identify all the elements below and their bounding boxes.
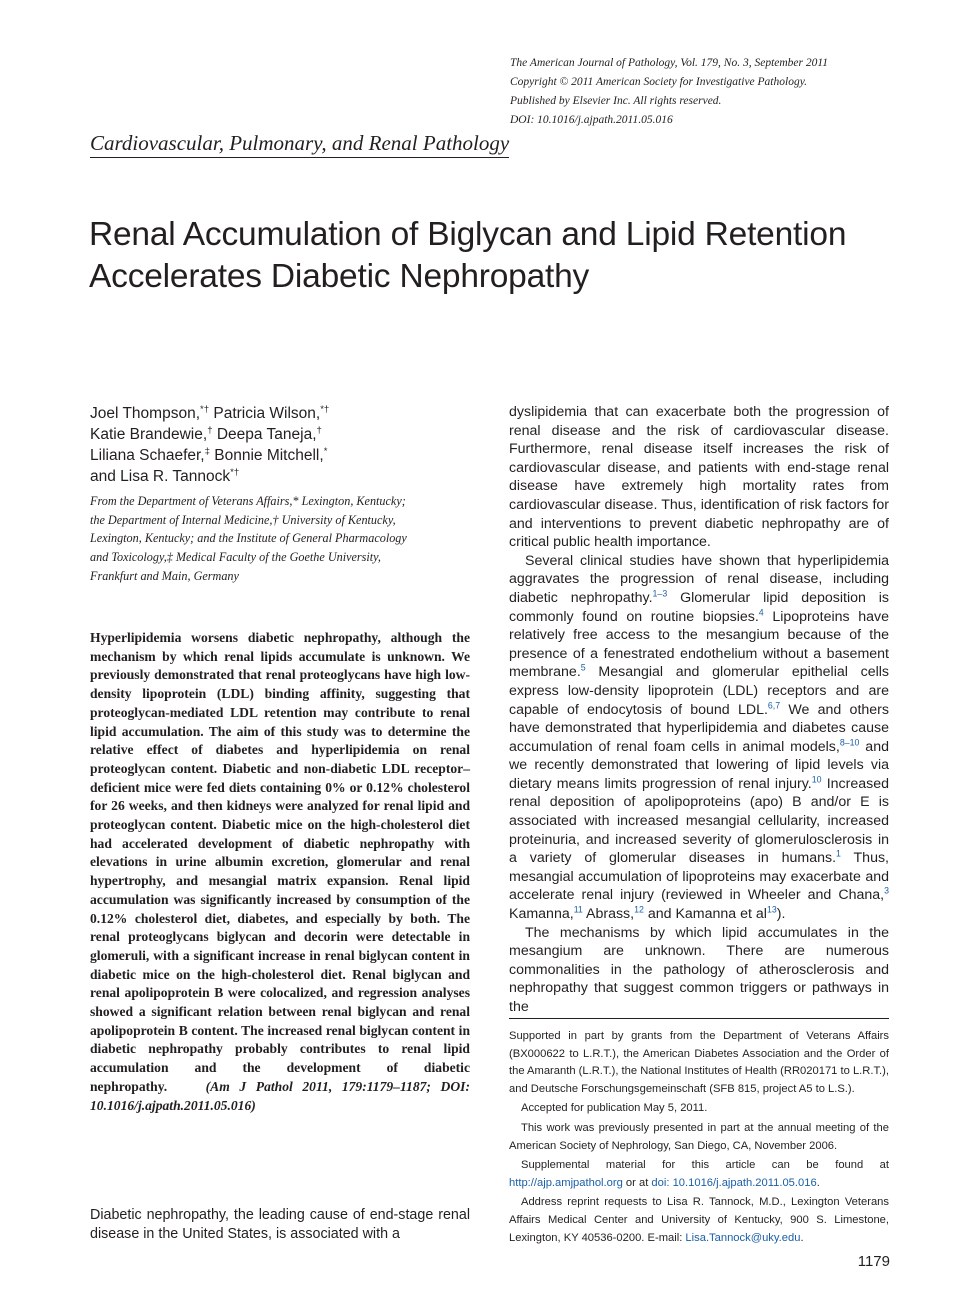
author-name: Joel Thompson, [90,405,200,422]
page-number: 1179 [857,1253,890,1270]
doi-link[interactable]: doi: 10.1016/j.ajpath.2011.05.016 [651,1176,817,1189]
reference-link[interactable]: 6,7 [767,699,781,710]
affiliation-line: Lexington, Kentucky; and the Institute of General Pharmacology [90,531,407,546]
author-affiliation-mark: * [323,445,328,457]
reference-link[interactable]: 8–10 [839,736,860,747]
author-affiliation-mark: ‡ [204,445,210,457]
note-text: . [800,1231,804,1244]
intro-paragraph: Diabetic nephropathy, the leading cause of end-stage renal disease in the United States, is associated with a [90,1207,470,1242]
body-text: ). [776,906,786,923]
funding-note: Supported in part by grants from the Department of Veterans Affairs (BX000622 to L.R.T.), the American Diabetes Association and the Order of the Amaranth (L.R.T.), the National Institutes of Health (RR020171 to L.R.T.), and Deutsche Forschungsgemeinschaft (SFB 815, project A5 to L.S.). [509,1030,889,1095]
reference-link[interactable]: 4 [758,606,764,617]
reference-link[interactable]: 5 [580,662,586,673]
body-text: We and others have demonstrated that hyperlipidemia and diabetes cause accumulation of renal foam cells in animal models, [509,701,889,755]
body-text: Increased renal deposition of apolipoproteins (apo) B and/or E is associated with increased mesangial cellularity, increased proteinuria, and increased severity of glomerulosclerosis in a variety of glomerular diseases in humans. [509,775,889,867]
body-text: Mesangial and glomerular epithelial cells express low-density lipoprotein (LDL) receptors and are capable of endocytosis of bound LDL. [509,664,889,718]
reference-link[interactable]: 13 [766,904,777,915]
body-text: and Kamanna et al [643,906,767,923]
affiliations [90,492,475,586]
footnote-divider [509,1018,889,1019]
presentation-note: This work was previously presented in part at the annual meeting of the American Society of Nephrology, San Diego, CA, November 2006. [509,1121,889,1152]
reference-link[interactable]: 12 [634,904,644,915]
journal-info [510,54,910,130]
supplemental-note [509,1157,889,1192]
body-text: Glomerular lipid deposition is commonly found on routine biopsies. [509,589,889,625]
author-name: Katie Brandewie, [90,426,208,443]
abstract-citation: (Am J Pathol 2011, 179:1179–1187; DOI: 10.1016/j.ajpath.2011.05.016) [90,1078,470,1113]
author-name: Liliana Schaefer, [90,447,205,464]
article-title: Renal Accumulation of Biglycan and Lipid Retention Accelerates Diabetic Nephropathy [89,216,847,295]
right-column [509,403,889,1017]
body-paragraph: The mechanisms by which lipid accumulates in the mesangium are unknown. There are numerous commonalities in the pathology of atherosclerosis and nephropathy that suggest common triggers or pathways in the [509,924,889,1015]
body-text: Several clinical studies have shown that hyperlipidemia aggravates the progression of renal disease, including diabetic nephropathy. [509,552,889,606]
affiliation-line: Frankfurt and Main, Germany [90,568,239,583]
author-name: Deepa Taneja, [212,426,317,443]
reference-link[interactable]: 10 [811,774,822,785]
supplemental-link[interactable]: http://ajp.amjpathol.org [509,1176,623,1189]
affiliation-line: and Toxicology,‡ Medical Faculty of the Goethe University, [90,550,381,565]
body-text: Lipoproteins have relatively free access to the mesangium because of the presence of a fenestrated endothelium without a basement membrane. [509,608,890,681]
reference-link[interactable]: 11 [573,904,583,915]
affiliation-line: From the Department of Veterans Affairs,* Lexington, Kentucky; [90,494,406,508]
author-list [90,403,470,487]
affiliation-line: the Department of Internal Medicine,† University of Kentucky, [90,512,396,527]
author-name: Patricia Wilson, [209,405,321,422]
doi: DOI: 10.1016/j.ajpath.2011.05.016 [510,114,673,126]
body-text: Thus, mesangial accumulation of lipoproteins may exacerbate and accelerate renal injury (reviewed in Wheeler and Chana, [509,850,890,904]
footnotes [509,1028,889,1249]
journal-citation: The American Journal of Pathology, Vol. 179, No. 3, September 2011 [510,57,829,69]
copyright: Copyright © 2011 American Society for Investigative Pathology. [510,76,808,88]
email-link[interactable]: Lisa.Tannock@uky.edu [685,1231,801,1244]
author-affiliation-mark: *† [200,403,210,415]
section-heading: Cardiovascular, Pulmonary, and Renal Pathology [90,131,509,158]
abstract [90,629,470,1115]
author-affiliation-mark: *† [230,466,240,478]
note-text: Supplemental material for this article can be found at [521,1159,889,1172]
abstract-body: Hyperlipidemia worsens diabetic nephropathy, although the mechanism by which renal lipids accumulate is unknown. We previously demonstrated that renal proteoglycans have high low-density lipoprotein (LDL) binding affinity, suggesting that proteoglycan-mediated LDL retention may contribute to renal lipid accumulation. The aim of this study was to determine the relative effect of diabetes and hyperlipidemia on renal proteoglycan content. Diabetic and non-diabetic LDL receptor–deficient mice were fed diets containing 0% or 0.12% cholesterol for 26 weeks, and then kidneys were analyzed for renal lipid and proteoglycan content. Diabetic mice on the high-cholesterol diet had accelerated development of diabetic nephropathy with elevations in urine albumin excretion, glomerular and renal hypertrophy, and mesangial matrix expansion. Renal lipid accumulation was significantly increased by consumption of the 0.12% cholesterol diet, diabetes, and especially by both. The renal proteoglycans biglycan and decorin were detectable in glomeruli, with a significant increase in renal biglycan content in diabetic mice on the high-cholesterol diet. Renal biglycan and renal apolipoprotein B were colocalized, and regression analyses showed a significant relation between renal biglycan and renal apolipoprotein B content. The increased renal biglycan content in diabetic nephropathy probably contributes to renal lipid accumulation and the development of diabetic nephropathy. [90,630,470,1094]
body-paragraph: dyslipidemia that can exacerbate both the progression of renal disease and the risk of cardiovascular disease. Furthermore, renal disease itself increases the risk of cardiovascular disease, and patients with end-stage renal disease have extremely high mortality rates from cardiovascular disease. Thus, identification of risk factors for and interventions to prevent diabetic nephropathy are of critical public health importance. [509,404,889,551]
reference-link[interactable]: 1 [836,848,841,859]
author-name: and Lisa R. Tannock [90,468,231,485]
publisher: Published by Elsevier Inc. All rights reserved. [510,95,722,107]
reference-link[interactable]: 3 [884,885,889,896]
note-text: Address reprint requests to Lisa R. Tannock, M.D., Lexington Veterans Affairs Medical Center and University of Kentucky, 900 S. Limestone, Lexington, KY 40536-0200. E-mail: [509,1196,889,1244]
author-affiliation-mark: † [207,424,213,436]
author-affiliation-mark: *† [320,403,330,415]
body-text: and we recently demonstrated that lowering of lipid levels via dietary means limits progression of renal injury. [509,738,889,792]
accepted-note: Accepted for publication May 5, 2011. [521,1102,708,1115]
author-name: Bonnie Mitchell, [209,447,324,464]
note-text: or at [622,1176,652,1189]
body-text: Abrass, [582,906,635,923]
body-paragraph [509,552,889,924]
reference-link[interactable]: 1–3 [652,588,668,599]
reprint-note [509,1194,889,1247]
note-text: . [816,1176,820,1189]
author-affiliation-mark: † [316,424,322,436]
body-text: Kamanna, [509,906,574,923]
